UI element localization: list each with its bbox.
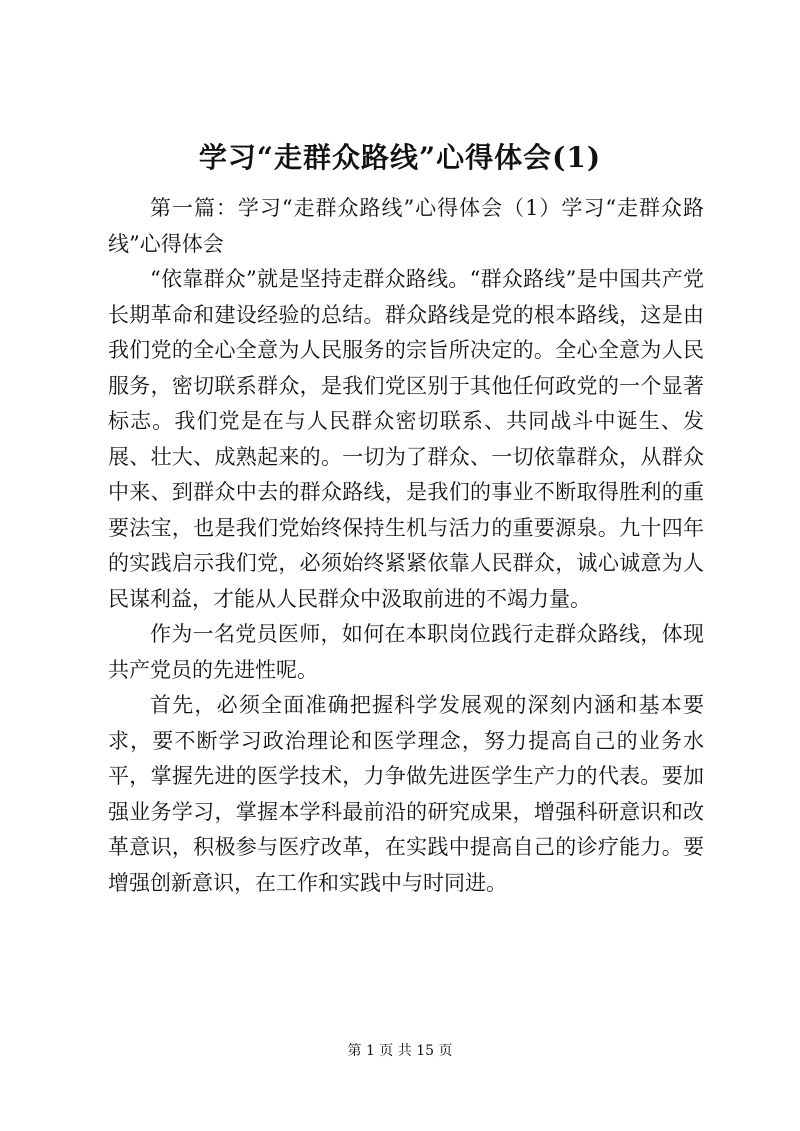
document-body bbox=[108, 191, 704, 901]
paragraph-heading: 第一篇：学习“走群众路线”心得体会（1）学习“走群众路线”心得体会 bbox=[108, 196, 704, 256]
document-title: 学习“走群众路线”心得体会(1) bbox=[198, 141, 602, 174]
paragraph-question: 作为一名党员医师，如何在本职岗位践行走群众路线，体现共产党员的先进性呢。 bbox=[108, 622, 704, 682]
page-number-footer: 第 1 页 共 15 页 bbox=[347, 1043, 453, 1059]
paragraph-mass-line: “依靠群众”就是坚持走群众路线。“群众路线”是中国共产党长期革命和建设经验的总结。群众路线是党的根本路线，这是由我们党的全心全意为人民服务的宗旨所决定的。全心全意为人民服务，密切联系群众，是我们党区别于其他任何政党的一个显著标志。我们党是在与人民群众密切联系、共同战斗中诞生、发展、壮大、成熟起来的。一切为了群众、一切依靠群众，从群众中来、到群众中去的群众路线，是我们的事业不断取得胜利的重要法宝，也是我们党始终保持生机与活力的重要源泉。九十四年的实践启示我们党，必须始终紧紧依靠人民群众，诚心诚意为人民谋利益，才能从人民群众中汲取前进的不竭力量。 bbox=[108, 267, 704, 611]
paragraph-first: 首先，必须全面准确把握科学发展观的深刻内涵和基本要求，要不断学习政治理论和医学理念，努力提高自己的业务水平，掌握先进的医学技术，力争做先进医学生产力的代表。要加强业务学习，掌握本学科最前沿的研究成果，增强科研意识和改革意识，积极参与医疗改革，在实践中提高自己的诊疗能力。要增强创新意识，在工作和实践中与时同进。 bbox=[108, 693, 704, 895]
